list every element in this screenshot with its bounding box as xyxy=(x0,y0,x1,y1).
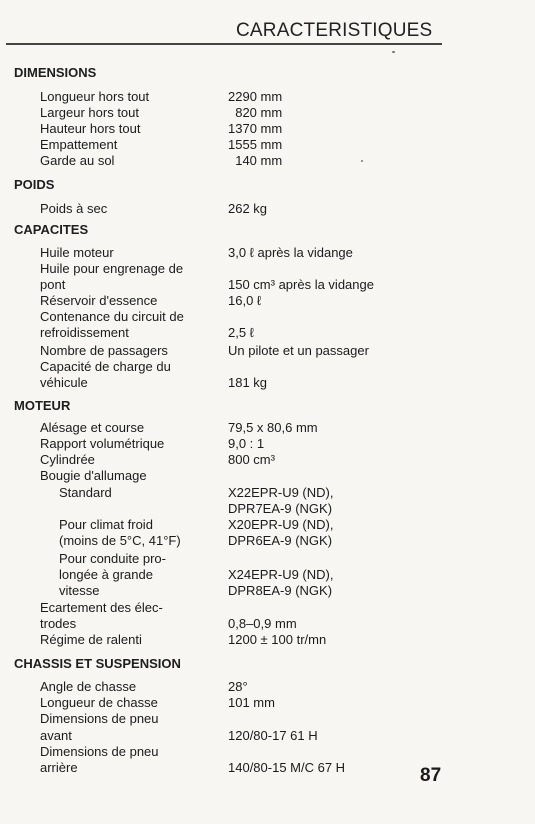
chassis-label: arrière xyxy=(40,760,78,775)
chassis-label: Dimensions de pneu xyxy=(40,711,159,726)
capacites-label: Huile pour engrenage de xyxy=(40,261,184,276)
moteur-label: Ecartement des élec- xyxy=(40,600,163,615)
chassis-value: 140/80-15 M/C 67 H xyxy=(228,760,346,775)
moteur-label: Standard xyxy=(59,485,112,500)
capacites-value: Un pilote et un passager xyxy=(228,343,369,358)
capacites-label: Contenance du circuit de xyxy=(40,309,184,324)
moteur-value: 1200 ± 100 tr/mn xyxy=(228,632,327,647)
print-speck xyxy=(392,51,395,53)
moteur-label: trodes xyxy=(40,616,77,631)
moteur-label: Régime de ralenti xyxy=(40,632,142,647)
chassis-label: Dimensions de pneu xyxy=(40,744,159,759)
capacites-label: Réservoir d'essence xyxy=(40,293,158,308)
moteur-value: 800 cm³ xyxy=(228,452,275,467)
capacites-label: Capacité de charge du xyxy=(40,359,171,374)
moteur-label: Alésage et course xyxy=(40,420,145,435)
moteur-label: Rapport volumétrique xyxy=(40,436,165,451)
dimensions-value: 140 mm xyxy=(228,153,283,168)
moteur-value: 0,8–0,9 mm xyxy=(228,616,297,631)
section-dimensions-title: DIMENSIONS xyxy=(14,65,97,80)
chassis-label: Angle de chasse xyxy=(40,679,137,694)
capacites-value: 3,0 ℓ après la vidange xyxy=(228,245,353,260)
moteur-value: 79,5 x 80,6 mm xyxy=(228,420,318,435)
chassis-label: Longueur de chasse xyxy=(40,695,158,710)
title-underline xyxy=(6,43,442,45)
dimensions-value: 820 mm xyxy=(228,105,283,120)
page-number: 87 xyxy=(420,765,442,786)
moteur-value: DPR8EA-9 (NGK) xyxy=(228,583,333,598)
dimensions-value: 1555 mm xyxy=(228,137,283,152)
moteur-label: Pour conduite pro- xyxy=(59,551,166,566)
capacites-label: pont xyxy=(40,277,66,292)
moteur-value: DPR7EA-9 (NGK) xyxy=(228,501,333,516)
print-speck xyxy=(361,160,363,162)
capacites-label: Huile moteur xyxy=(40,245,114,260)
poids-value: 262 kg xyxy=(228,201,268,216)
moteur-value: X20EPR-U9 (ND), xyxy=(228,517,334,532)
dimensions-value: 1370 mm xyxy=(228,121,283,136)
moteur-value: X22EPR-U9 (ND), xyxy=(228,485,334,500)
dimensions-value: 2290 mm xyxy=(228,89,283,104)
dimensions-label: Garde au sol xyxy=(40,153,115,168)
capacites-value: 16,0 ℓ xyxy=(228,293,262,308)
moteur-label: vitesse xyxy=(59,583,100,598)
moteur-value: 9,0 : 1 xyxy=(228,436,265,451)
dimensions-label: Longueur hors tout xyxy=(40,89,150,104)
capacites-label: véhicule xyxy=(40,375,88,390)
dimensions-label: Largeur hors tout xyxy=(40,105,140,120)
section-chassis-title: CHASSIS ET SUSPENSION xyxy=(14,656,181,671)
dimensions-label: Hauteur hors tout xyxy=(40,121,141,136)
section-capacites-title: CAPACITES xyxy=(14,222,89,237)
moteur-value: DPR6EA-9 (NGK) xyxy=(228,533,333,548)
chassis-value: 120/80-17 61 H xyxy=(228,728,318,743)
dimensions-label: Empattement xyxy=(40,137,118,152)
moteur-value: X24EPR-U9 (ND), xyxy=(228,567,334,582)
moteur-label: (moins de 5°C, 41°F) xyxy=(59,533,181,548)
capacites-value: 181 kg xyxy=(228,375,268,390)
chassis-label: avant xyxy=(40,728,72,743)
capacites-label: Nombre de passagers xyxy=(40,343,168,358)
moteur-label: Cylindrée xyxy=(40,452,95,467)
poids-label: Poids à sec xyxy=(40,201,108,216)
capacites-value: 2,5 ℓ xyxy=(228,325,254,340)
section-poids-title: POIDS xyxy=(14,177,55,192)
page-title: CARACTERISTIQUES xyxy=(236,20,433,41)
moteur-label: Bougie d'allumage xyxy=(40,468,147,483)
moteur-label: Pour climat froid xyxy=(59,517,153,532)
chassis-value: 28° xyxy=(228,679,248,694)
section-moteur-title: MOTEUR xyxy=(14,398,71,413)
capacites-value: 150 cm³ après la vidange xyxy=(228,277,374,292)
chassis-value: 101 mm xyxy=(228,695,275,710)
capacites-label: refroidissement xyxy=(40,325,129,340)
moteur-label: longée à grande xyxy=(59,567,153,582)
